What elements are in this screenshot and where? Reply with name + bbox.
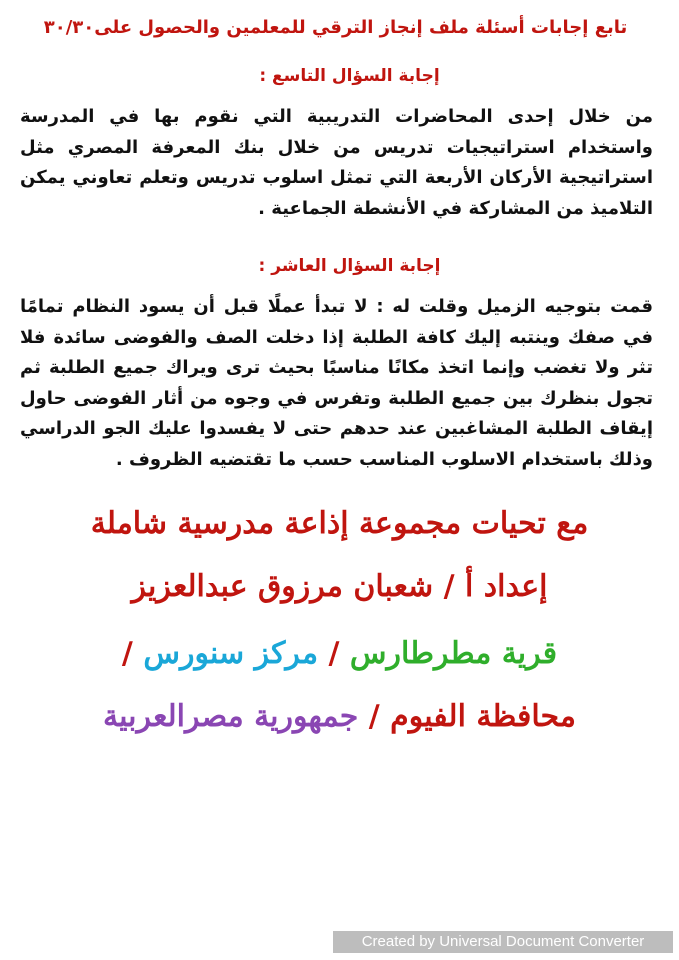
question-9-heading: إجابة السؤال التاسع : bbox=[259, 66, 440, 86]
question-9-answer: من خلال إحدى المحاضرات التدريبية التي نقوم بها في المدرسة واستخدام استراتيجيات تدريس من خلال بنك المعرفة المصري مثل استراتيجية الأركان الأربعة التي تمثل اسلوب تدريس وتعلم تعاوني يمكن التلاميذ من المشاركة في الأنشطة الجماعية . bbox=[20, 106, 653, 219]
governorate-name: محافظة الفيوم bbox=[390, 699, 576, 734]
separator: / bbox=[328, 636, 340, 671]
separator: / bbox=[368, 699, 380, 734]
page-title: تابع إجابات أسئلة ملف إنجاز الترقي للمعلمين والحصول على٣٠/٣٠ bbox=[43, 17, 628, 38]
converter-watermark: Created by Universal Document Converter bbox=[333, 931, 673, 953]
location-line-2 bbox=[0, 697, 679, 737]
question-10-heading: إجابة السؤال العاشر : bbox=[258, 256, 441, 276]
prepared-by-line: إعداد أ / شعبان مرزوق عبدالعزيز bbox=[131, 569, 548, 604]
greeting-line: مع تحيات مجموعة إذاعة مدرسية شاملة bbox=[90, 506, 589, 541]
location-line-1 bbox=[0, 634, 679, 674]
question-10-answer: قمت بتوجيه الزميل وقلت له : لا تبدأ عملًا قبل أن يسود النظام تمامًا في صفك وينتبه إليك كافة الطلبة إذا دخلت الصف والفوضى سائدة فلا تثر ولا تغضب وإنما اتخذ مكانًا مناسبًا بحيث ترى ويراك جميع الطلبة ثم تجول بنظرك بين جميع الطلبة وتفرس في وجوه من أثار الفوضى حاول إيقاف الطلبة المشاغبين عند حدهم حتى لا يفسدوا عليك الجو الدراسي وذلك باستخدام الاسلوب المناسب حسب ما تقتضيه الظروف . bbox=[20, 296, 653, 470]
center-name: مركز سنورس bbox=[143, 636, 319, 671]
separator: / bbox=[121, 636, 133, 671]
country-name: جمهورية مصرالعربية bbox=[103, 699, 359, 734]
village-name: قرية مطرطارس bbox=[349, 636, 558, 671]
